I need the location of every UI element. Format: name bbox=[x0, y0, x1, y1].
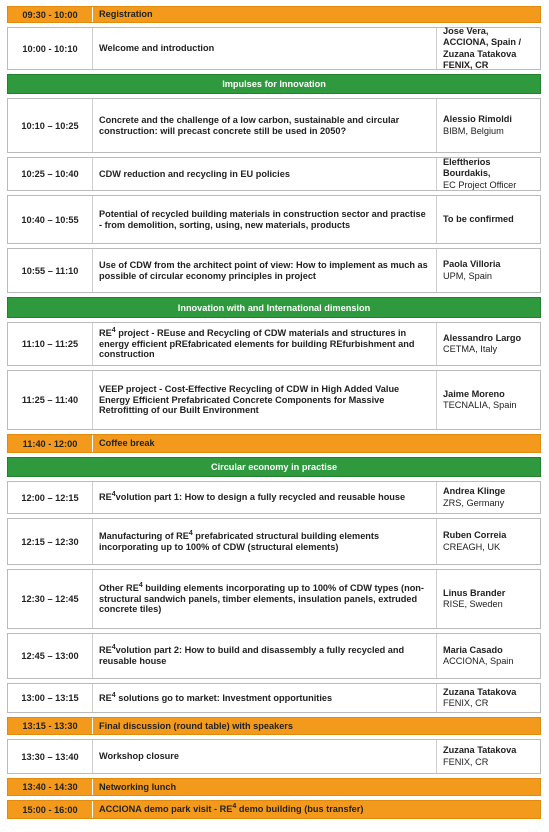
time-slot: 09:30 - 10:00 bbox=[8, 7, 93, 22]
title-superscript: 4 bbox=[111, 326, 116, 334]
session-title: CDW reduction and recycling in EU policies bbox=[99, 168, 290, 179]
agenda-session-row bbox=[7, 248, 541, 293]
title-prefix: ACCIONA demo park visit - RE bbox=[99, 804, 233, 815]
speaker-name: To be confirmed bbox=[443, 213, 514, 224]
agenda-break-row bbox=[7, 6, 541, 23]
session-speaker bbox=[436, 482, 540, 513]
time-slot: 12:30 – 12:45 bbox=[8, 570, 93, 628]
speaker-org: FENIX, CR bbox=[443, 756, 489, 767]
title-rest: prefabricated structural building elements incorporating up to 100% of CDW (structural elements) bbox=[99, 530, 380, 552]
speaker-org: ACCIONA, Spain bbox=[443, 656, 514, 666]
title-rest: solutions go to market: Investment opportunities bbox=[115, 692, 333, 703]
speaker-name: Alessandro Largo bbox=[443, 332, 522, 343]
time-slot: 10:00 - 10:10 bbox=[8, 28, 93, 69]
agenda-session-row bbox=[7, 518, 541, 565]
time-slot: 11:25 – 11:40 bbox=[8, 371, 93, 429]
break-title: Registration bbox=[99, 9, 153, 20]
section-title: Innovation with and International dimension bbox=[177, 302, 371, 313]
session-title: Potential of recycled building materials in construction sector and practise - from demolition, sorting, using, new materials, products bbox=[99, 208, 426, 230]
session-title: Workshop closure bbox=[99, 751, 179, 762]
agenda-session-row bbox=[7, 157, 541, 191]
session-speaker bbox=[436, 519, 540, 564]
session-speaker bbox=[436, 28, 540, 69]
agenda-table bbox=[7, 6, 541, 823]
speaker-name: Ruben Correia bbox=[443, 530, 507, 541]
section-header bbox=[7, 297, 541, 318]
session-speaker bbox=[436, 740, 540, 773]
session-title: VEEP project - Cost-Effective Recycling of CDW in High Added Value Energy Efficient Prefabricated Concrete Components for Massive Retrofitting of our Built Environment bbox=[99, 383, 400, 416]
title-superscript: 4 bbox=[188, 529, 193, 537]
session-title: Concrete and the challenge of a low carbon, sustainable and circular construction: will precast concrete still be used in 2050? bbox=[99, 114, 400, 136]
title-prefix: Manufacturing of RE bbox=[99, 530, 189, 541]
speaker-name: Eleftherios Bourdakis, bbox=[443, 157, 491, 179]
break-title: Networking lunch bbox=[99, 781, 177, 792]
agenda-break-row bbox=[7, 800, 541, 819]
title-prefix: RE bbox=[99, 645, 112, 656]
session-speaker bbox=[436, 570, 540, 628]
time-slot: 12:15 – 12:30 bbox=[8, 519, 93, 564]
speaker-name: Zuzana Tatakova bbox=[443, 745, 517, 756]
time-slot: 12:00 – 12:15 bbox=[8, 482, 93, 513]
agenda-session-row bbox=[7, 569, 541, 629]
session-title bbox=[93, 634, 436, 678]
title-prefix: Other RE bbox=[99, 582, 139, 593]
title-rest: building elements incorporating up to 100% of CDW types (non-structural sandwich panels, timber elements, insulation panels, extruded concrete tiles) bbox=[99, 582, 424, 615]
time-slot: 11:40 - 12:00 bbox=[8, 435, 93, 452]
time-slot: 13:30 – 13:40 bbox=[8, 740, 93, 773]
agenda-break-row bbox=[7, 717, 541, 735]
time-slot: 10:10 – 10:25 bbox=[8, 99, 93, 152]
time-slot: 13:00 – 13:15 bbox=[8, 684, 93, 712]
speaker-org: EC Project Officer bbox=[443, 179, 517, 190]
speaker-name: Maria Casado bbox=[443, 644, 503, 655]
time-slot: 13:40 - 14:30 bbox=[8, 779, 93, 795]
title-superscript: 4 bbox=[111, 644, 116, 652]
title-prefix: RE bbox=[99, 492, 112, 503]
time-slot: 15:00 - 16:00 bbox=[8, 801, 93, 818]
title-superscript: 4 bbox=[138, 581, 143, 589]
session-speaker bbox=[436, 371, 540, 429]
title-prefix: RE bbox=[99, 692, 112, 703]
session-speaker bbox=[436, 249, 540, 292]
speaker-name: Zuzana Tatakova bbox=[443, 686, 517, 697]
session-title bbox=[93, 519, 436, 564]
speaker-org: BIBM, Belgium bbox=[443, 125, 504, 136]
speaker-org: CETMA, Italy bbox=[443, 344, 498, 354]
section-header bbox=[7, 457, 541, 477]
agenda-session-row bbox=[7, 683, 541, 713]
time-slot: 11:10 – 11:25 bbox=[8, 323, 93, 365]
agenda-session-row bbox=[7, 370, 541, 430]
speaker-name: Alessio Rimoldi bbox=[443, 114, 512, 125]
break-title: Final discussion (round table) with speakers bbox=[99, 720, 293, 731]
break-title: Coffee break bbox=[99, 438, 155, 449]
speaker-org: TECNALIA, Spain bbox=[443, 400, 517, 410]
session-speaker bbox=[436, 323, 540, 365]
title-superscript: 4 bbox=[232, 803, 237, 811]
time-slot: 13:15 - 13:30 bbox=[8, 718, 93, 734]
agenda-break-row bbox=[7, 778, 541, 796]
title-rest: volution part 2: How to build and disassembly a fully recycled and reusable house bbox=[99, 645, 405, 666]
title-rest: demo building (bus transfer) bbox=[236, 804, 364, 815]
agenda-break-row bbox=[7, 434, 541, 453]
break-title bbox=[93, 801, 540, 818]
time-slot: 12:45 – 13:00 bbox=[8, 634, 93, 678]
session-speaker bbox=[436, 158, 540, 190]
title-rest: project - REuse and Recycling of CDW materials and structures in energy efficient pREfabricated elements for building REfurbishment and construction bbox=[99, 327, 415, 360]
time-slot: 10:40 – 10:55 bbox=[8, 196, 93, 243]
section-header bbox=[7, 74, 541, 94]
speaker-org: RISE, Sweden bbox=[443, 599, 503, 609]
speaker-org: ZRS, Germany bbox=[443, 497, 505, 508]
agenda-session-row bbox=[7, 739, 541, 774]
speaker-name: Jose Vera, ACCIONA, Spain / Zuzana Tatakova FENIX, CR bbox=[443, 26, 522, 70]
speaker-name: Linus Brander bbox=[443, 587, 506, 598]
session-speaker bbox=[436, 634, 540, 678]
agenda-session-row bbox=[7, 98, 541, 153]
time-slot: 10:55 – 11:10 bbox=[8, 249, 93, 292]
title-rest: volution part 1: How to design a fully recycled and reusable house bbox=[115, 492, 406, 503]
session-title bbox=[93, 482, 436, 513]
session-title: Use of CDW from the architect point of view: How to implement as much as possible of circular economy principles in project bbox=[99, 259, 428, 281]
title-prefix: RE bbox=[99, 327, 112, 338]
speaker-name: Jaime Moreno bbox=[443, 388, 505, 399]
speaker-name: Paola Villoria bbox=[443, 259, 501, 270]
session-speaker bbox=[436, 99, 540, 152]
agenda-session-row bbox=[7, 27, 541, 70]
session-speaker bbox=[436, 684, 540, 712]
session-title bbox=[93, 323, 436, 365]
agenda-session-row bbox=[7, 195, 541, 244]
title-superscript: 4 bbox=[111, 691, 116, 699]
session-title bbox=[93, 570, 436, 628]
agenda-session-row bbox=[7, 322, 541, 366]
session-title: Welcome and introduction bbox=[99, 43, 215, 54]
section-title: Circular economy in practise bbox=[210, 462, 338, 472]
section-title: Impulses for Innovation bbox=[222, 79, 326, 89]
session-speaker bbox=[436, 196, 540, 243]
speaker-org: CREAGH, UK bbox=[443, 541, 501, 552]
time-slot: 10:25 – 10:40 bbox=[8, 158, 93, 190]
agenda-session-row bbox=[7, 481, 541, 514]
session-title bbox=[93, 684, 436, 712]
agenda-session-row bbox=[7, 633, 541, 679]
speaker-org: FENIX, CR bbox=[443, 698, 489, 708]
title-superscript: 4 bbox=[111, 491, 116, 499]
speaker-name: Andrea Klinge bbox=[443, 486, 506, 497]
speaker-org: UPM, Spain bbox=[443, 270, 493, 281]
